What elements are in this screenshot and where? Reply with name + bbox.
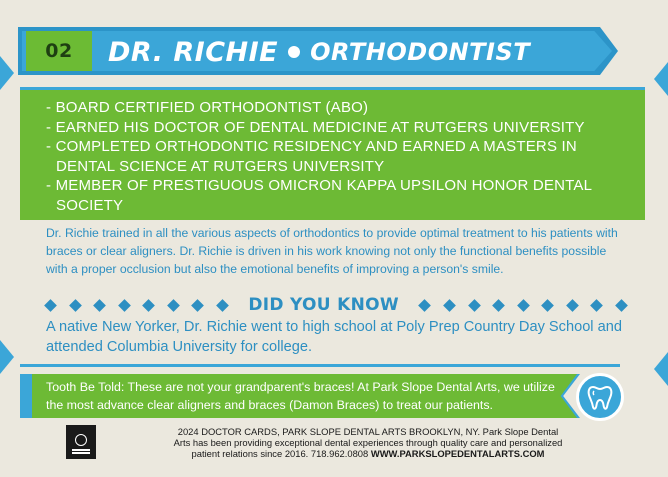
- tooth-be-told-text: Tooth Be Told: These are not your grandparent's braces! At Park Slope Dental Arts, we utilize the most advance clear aligners and braces (Damon Braces) to treat our patients.: [46, 380, 555, 412]
- logo-mark: [75, 434, 87, 446]
- right-triangle-bottom: [654, 352, 668, 386]
- credential-item: - BOARD CERTIFIED ORTHODONTIST (ABO): [46, 99, 369, 116]
- title-separator-dot: [288, 46, 300, 58]
- diamond-icon: [69, 299, 82, 312]
- diamond-icon: [142, 299, 155, 312]
- diamond-icon: [118, 299, 131, 312]
- credentials-list: [46, 98, 635, 215]
- diamond-icon: [44, 299, 57, 312]
- diamond-icon: [167, 299, 180, 312]
- tooth-icon: [585, 382, 615, 412]
- diamond-icon: [492, 299, 505, 312]
- bio-text: Dr. Richie trained in all the various aspects of orthodontics to provide optimal treatment to his patients with braces or clear aligners. Dr. Richie is driven in his work knowing not only the functional benefits possible with a proper occlusion but also the emotional benefits of improving a person's smile.: [46, 226, 618, 276]
- diamond-icon: [615, 299, 628, 312]
- footer-line: [108, 449, 628, 460]
- credential-item: - MEMBER OF PRESTIGUOUS OMICRON KAPPA UPSILON HONOR DENTAL SOCIETY: [46, 177, 592, 214]
- credentials-panel: [20, 87, 645, 220]
- diamond-icon: [517, 299, 530, 312]
- did-you-know-heading: [46, 294, 626, 316]
- left-triangle-bottom: [0, 340, 14, 374]
- diamond-icon: [419, 299, 432, 312]
- diamond-icon: [468, 299, 481, 312]
- header-title: [108, 34, 608, 70]
- diamond-icon: [590, 299, 603, 312]
- footer-line: 2024 DOCTOR CARDS, PARK SLOPE DENTAL ARTS BROOKLYN, NY. Park Slope Dental: [177, 426, 559, 437]
- credential-item: - COMPLETED ORTHODONTIC RESIDENCY AND EARNED A MASTERS IN DENTAL SCIENCE AT RUTGERS UNIVERSITY: [46, 138, 577, 175]
- footer-url[interactable]: WWW.PARKSLOPEDENTALARTS.COM: [370, 447, 545, 459]
- right-triangle-top: [654, 62, 668, 96]
- diamond-icon: [566, 299, 579, 312]
- footer-text: [108, 427, 628, 459]
- footer-line: Arts has been providing exceptional dental experiences through quality care and personalized: [173, 436, 563, 448]
- did-you-know-title: DID YOU KNOW: [248, 295, 399, 315]
- left-triangle-top: [0, 56, 14, 90]
- logo-wordmark: [72, 449, 90, 451]
- card-number: 02: [45, 40, 73, 62]
- diamond-icon: [191, 299, 204, 312]
- park-slope-logo: [66, 425, 96, 459]
- card-number-box: [26, 31, 92, 71]
- doctor-name: DR. RICHIE: [108, 36, 279, 68]
- divider-rule: [20, 364, 620, 367]
- credential-item: - EARNED HIS DOCTOR OF DENTAL MEDICINE AT RUTGERS UNIVERSITY: [46, 118, 585, 136]
- diamond-icon: [93, 299, 106, 312]
- did-you-know-text: A native New Yorker, Dr. Richie went to high school at Poly Prep Country Day School and attended Columbia University for college.: [46, 319, 622, 355]
- diamond-icon: [541, 299, 554, 312]
- tooth-badge: [576, 373, 624, 421]
- diamond-icon: [216, 299, 229, 312]
- diamond-icon: [443, 299, 456, 312]
- doctor-role: ORTHODONTIST: [310, 38, 531, 66]
- footer-phone: patient relations since 2016. 718.962.0808: [191, 447, 369, 459]
